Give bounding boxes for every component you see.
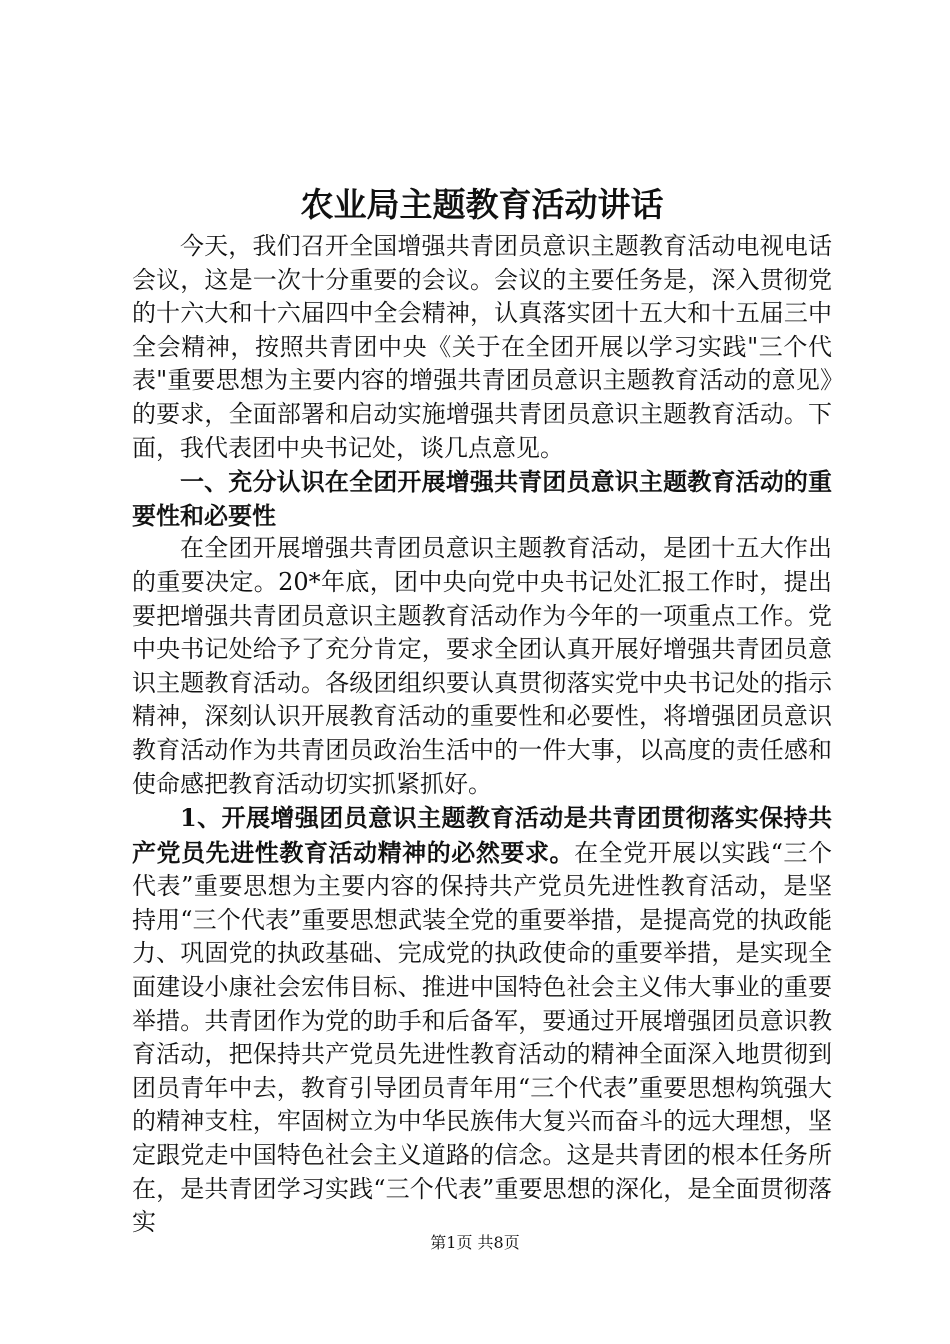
paragraph-section-1: 在全团开展增强共青团员意识主题教育活动，是团十五大作出的重要决定。20*年底，团中央向党中央书记处汇报工作时，提出要把增强共青团员意识主题教育活动作为今年的一项重点工作。党中央书记处给予了充分肯定，要求全团认真开展好增强共青团员意识主题教育活动。各级团组织要认真贯彻落实党中央书记处的指示精神，深刻认识开展教育活动的重要性和必要性，将增强团员意识教育活动作为共青团员政治生活中的一件大事，以高度的责任感和使命感把教育活动切实抓紧抓好。 (132, 534, 832, 798)
point-1-lead: 1、开展增强团员意识主题教育活动是共青团贯彻落实保持共产党员先进性教育活动精神的必然要求。 (132, 803, 832, 867)
page-footer: 第1页 共8页 (430, 1233, 520, 1252)
paragraph-intro: 今天，我们召开全国增强共青团员意识主题教育活动电视电话会议，这是一次十分重要的会议。会议的主要任务是，深入贯彻党的十六大和十六届四中全会精神，认真落实团十五大和十五届三中全会精神，按照共青团中央《关于在全团开展以学习实践"三个代表"重要思想为主要内容的增强共青团员意识主题教育活动的意见》的要求，全面部署和启动实施增强共青团员意识主题教育活动。下面，我代表团中央书记处，谈几点意见。 (132, 232, 832, 462)
document-title: 农业局主题教育活动讲话 (300, 185, 664, 224)
section-heading-1: 一、充分认识在全团开展增强共青团员意识主题教育活动的重要性和必要性 (132, 467, 832, 530)
document-page (132, 0, 832, 1240)
paragraph-point-1 (132, 801, 832, 1240)
point-1-body: 在全党开展以实践“三个代表”重要思想为主要内容的保持共产党员先进性教育活动，是坚持用“三个代表”重要思想武装全党的重要举措，是提高党的执政能力、巩固党的执政基础、完成党的执政使命的重要举措，是实现全面建设小康社会宏伟目标、推进中国特色社会主义伟大事业的重要举措。共青团作为党的助手和后备军，要通过开展增强团员意识教育活动，把保持共产党员先进性教育活动的精神全面深入地贯彻到团员青年中去，教育引导团员青年用“三个代表”重要思想构筑强大的精神支柱，牢固树立为中华民族伟大复兴而奋斗的远大理想，坚定跟党走中国特色社会主义道路的信念。这是共青团的根本任务所在，是共青团学习实践“三个代表”重要思想的深化，是全面贯彻落实 (132, 838, 832, 1237)
